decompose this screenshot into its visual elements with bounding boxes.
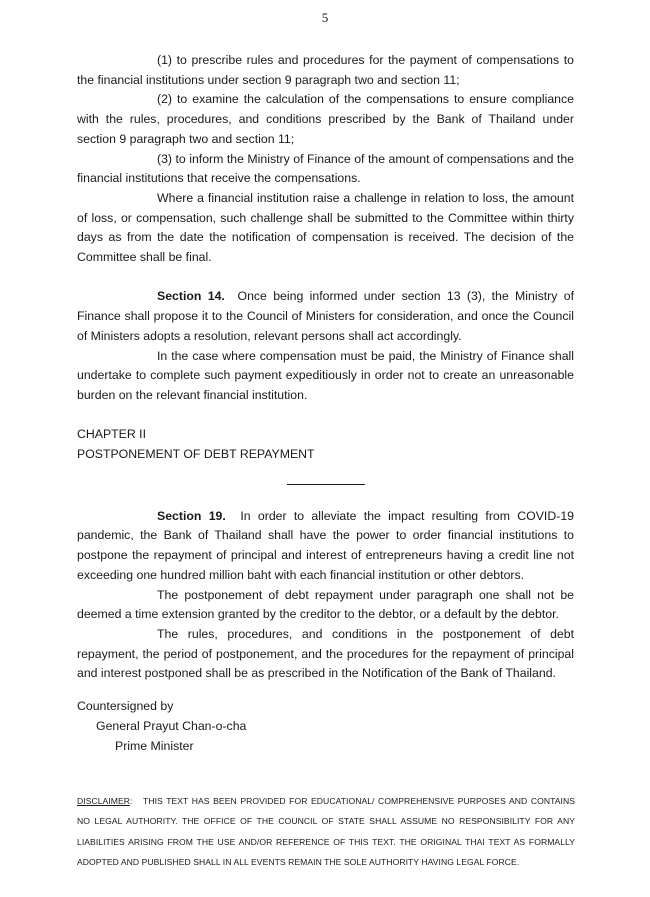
disclaimer-text: THIS TEXT HAS BEEN PROVIDED FOR EDUCATIONAL/ COMPREHENSIVE PURPOSES AND CONTAINS NO LEGAL AUTHORITY. THE OFFICE OF THE COUNCIL OF STATE SHALL ASSUME NO RESPONSIBILITY FOR ANY LIABILITIES ARISING FROM THE USE AND/OR REFERENCE OF THIS TEXT. THE ORIGINAL THAI TEXT AS FORMALLY ADOPTED AND PUBLISHED SHALL IN ALL EVENTS REMAIN THE SOLE AUTHORITY HAVING LEGAL FORCE. xyxy=(77,796,575,867)
chapter-number: CHAPTER II xyxy=(77,427,147,442)
paragraph-item-3: (3) to inform the Ministry of Finance of the amount of compensations and the financial institutions that receive the compensations. xyxy=(77,151,574,186)
signatory-name: General Prayut Chan-o-cha xyxy=(96,719,247,733)
document-body xyxy=(77,51,574,684)
section-19-paragraph-3: The rules, procedures, and conditions in the postponement of debt repayment, the period of postponement, and the procedures for the repayment of principal and interest postponed shall be as prescribed in the Notification of the Bank of Thailand. xyxy=(77,626,574,681)
paragraph-item-2: (2) to examine the calculation of the compensations to ensure compliance with the rules, procedures, and conditions prescribed by the Bank of Thailand under section 9 paragraph two and section 11; xyxy=(77,92,574,146)
section-14 xyxy=(77,287,574,346)
spacer xyxy=(77,406,574,426)
page-number: 5 xyxy=(321,10,329,25)
section-19-text: In order to alleviate the impact resulting from COVID-19 pandemic, the Bank of Thailand shall have the power to order financial institutions to postpone the repayment of principal and interest of entrepreneurs having a credit line not exceeding one hundred million baht with each financial institution or other debtors. xyxy=(77,508,574,582)
countersignature xyxy=(77,696,246,756)
section-14-text: Once being informed under section 13 (3), the Ministry of Finance shall propose it to the Council of Ministers for consideration, and once the Council of Ministers adopts a resolution, relevant persons shall act accordingly. xyxy=(77,289,574,343)
section-19-heading: Section 19. xyxy=(157,508,226,523)
disclaimer: DISCLAIMER: THIS TEXT HAS BEEN PROVIDED FOR EDUCATIONAL/ COMPREHENSIVE PURPOSES AND CONTAINS NO LEGAL AUTHORITY. THE OFFICE OF THE COUNCIL OF STATE SHALL ASSUME NO RESPONSIBILITY FOR ANY LIABILITIES ARISING FROM THE USE AND/OR REFERENCE OF THIS TEXT. THE ORIGINAL THAI TEXT AS FORMALLY ADOPTED AND PUBLISHED SHALL IN ALL EVENTS REMAIN THE SOLE AUTHORITY HAVING LEGAL FORCE. xyxy=(77,796,575,867)
signatory-title: Prime Minister xyxy=(115,739,194,753)
chapter-title: POSTPONEMENT OF DEBT REPAYMENT xyxy=(77,447,315,462)
section-14-paragraph-2: In the case where compensation must be paid, the Ministry of Finance shall undertake to complete such payment expeditiously in order not to create an unreasonable burden on the relevant financial institution. xyxy=(77,348,574,402)
section-19-paragraph-2: The postponement of debt repayment under paragraph one shall not be deemed a time extension granted by the creditor to the debtor, or a default by the debtor. xyxy=(77,587,574,622)
spacer xyxy=(77,268,574,288)
disclaimer-lead: DISCLAIMER xyxy=(77,796,131,806)
spacer xyxy=(77,485,574,507)
countersigned-by: Countersigned by xyxy=(77,699,174,713)
paragraph-challenge: Where a financial institution raise a challenge in relation to loss, the amount of loss, or compensation, such challenge shall be submitted to the Committee within thirty days as from the date the notification of compensation is received. The decision of the Committee shall be final. xyxy=(77,190,574,265)
section-14-heading: Section 14. xyxy=(157,289,225,304)
section-19 xyxy=(77,507,574,586)
paragraph-item-1: (1) to prescribe rules and procedures for the payment of compensations to the financial institutions under section 9 paragraph two and section 11; xyxy=(77,53,574,87)
